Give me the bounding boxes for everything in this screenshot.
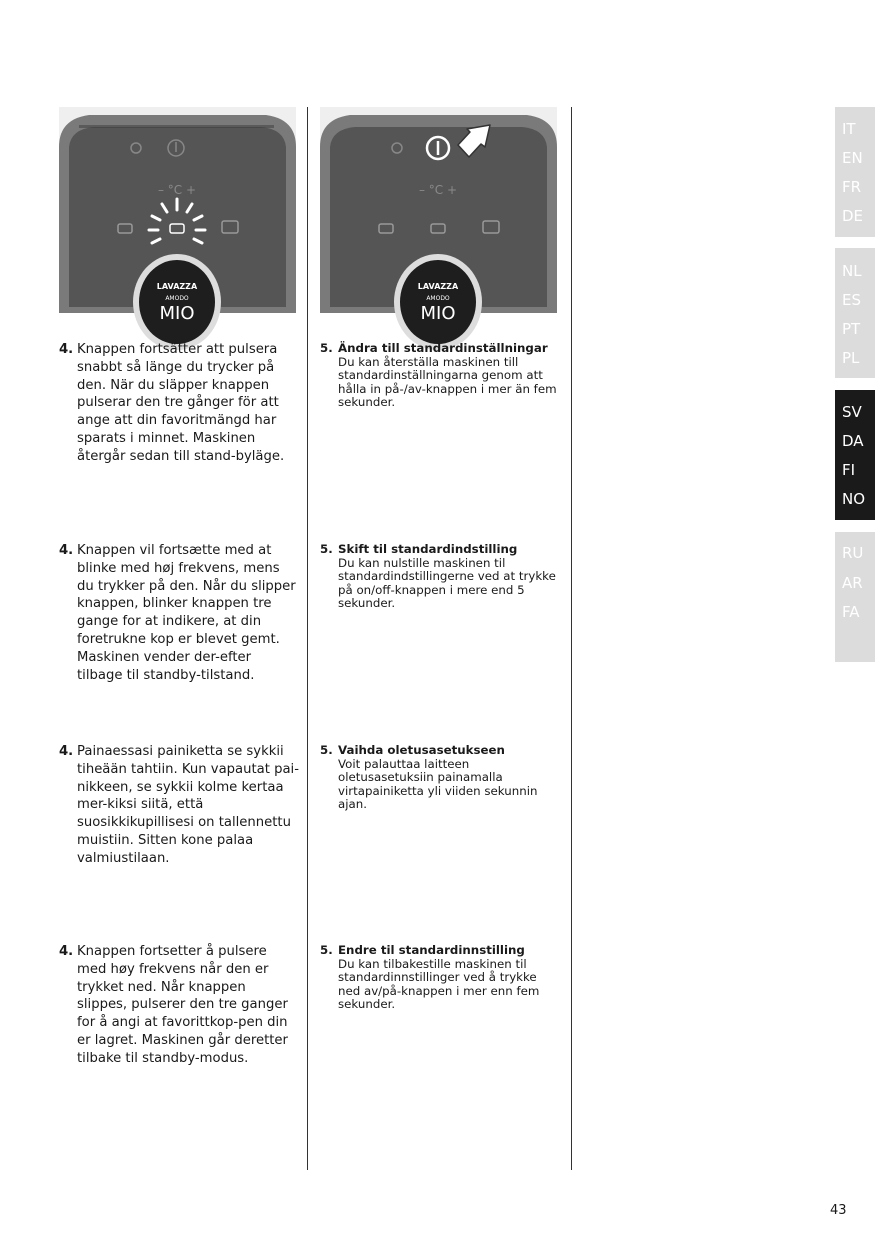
- svg-text:LAVAZZA: LAVAZZA: [417, 282, 459, 291]
- language-code: FR: [842, 178, 862, 196]
- lavazza-dial: [394, 254, 482, 350]
- step-title: Skift til standardindstilling: [338, 542, 518, 556]
- svg-text:AMODO: AMODO: [426, 295, 450, 302]
- step5-sv: [320, 342, 560, 410]
- step4-sv: [59, 341, 299, 466]
- column-divider: [307, 107, 308, 1170]
- step4-fi: [59, 743, 299, 868]
- step-text: Knappen vil fortsætte med at blinke med høj frekvens, mens du trykker på den. Når du slipper knappen, blinker knappen tre gange for at indikere, at din foretrukne kop er blevet gemt. Maskinen vender der-efter tilbage til standby-tilstand.: [77, 543, 296, 683]
- language-code: EN: [842, 149, 863, 167]
- step-number: 5.: [320, 341, 333, 355]
- step-number: 5.: [320, 943, 333, 957]
- svg-text:AMODO: AMODO: [165, 295, 189, 302]
- step-number: 4.: [59, 744, 74, 759]
- column-divider: [571, 107, 572, 1170]
- language-code: FI: [842, 461, 856, 479]
- language-tab-group-2: [835, 248, 875, 378]
- language-code: DA: [842, 432, 864, 450]
- figure-hold-button: [59, 107, 296, 324]
- language-code: AR: [842, 574, 863, 592]
- language-code: DE: [842, 207, 864, 225]
- step5-fi: [320, 744, 560, 812]
- step-title: Ändra till standardinställningar: [338, 341, 548, 355]
- step-number: 5.: [320, 743, 333, 757]
- step4-no: [59, 943, 299, 1068]
- step-number: 4.: [59, 944, 74, 959]
- temperature-label: – °C +: [418, 183, 458, 197]
- step-title: Vaihda oletusasetukseen: [338, 743, 505, 757]
- step-text: Knappen fortsätter att pulsera snabbt så länge du trycker på den. När du släpper knappen pulserar den tre gånger för att ange att din favoritmängd har sparats i minnet. Maskinen återgår sedan till stand-byläge.: [77, 342, 285, 464]
- language-code: IT: [842, 120, 856, 138]
- lavazza-dial: [133, 254, 221, 350]
- language-code: ES: [842, 291, 861, 309]
- language-tab-group-active: [835, 390, 875, 520]
- step5-da: [320, 543, 560, 611]
- language-tab-group-1: [835, 107, 875, 237]
- language-tab-group-4: [835, 532, 875, 662]
- step-number: 4.: [59, 342, 74, 357]
- language-code: NO: [842, 490, 866, 508]
- figure-power-button: [320, 107, 557, 324]
- step-text: Du kan återställa maskinen till standardinställningarna genom att hålla in på-/av-knappen i mer än fem sekunder.: [338, 354, 557, 410]
- svg-text:MIO: MIO: [159, 303, 195, 324]
- language-code: FA: [842, 603, 860, 621]
- language-code: PT: [842, 320, 861, 338]
- step-number: 4.: [59, 543, 74, 558]
- step5-no: [320, 944, 560, 1012]
- step-number: 5.: [320, 542, 333, 556]
- language-code: PL: [842, 349, 860, 367]
- language-code: RU: [842, 544, 864, 562]
- step-text: Du kan tilbakestille maskinen til standardinnstillinger ved å trykke ned av/på-knappen i mer enn fem sekunder.: [338, 956, 540, 1012]
- step-text: Voit palauttaa laitteen oletusasetuksiin painamalla virtapainiketta yli viiden sekunnin ajan.: [338, 756, 538, 812]
- language-code: SV: [842, 403, 862, 421]
- language-code: NL: [842, 262, 862, 280]
- temperature-label: – °C +: [157, 183, 197, 197]
- step4-da: [59, 542, 299, 684]
- step-title: Endre til standardinnstilling: [338, 943, 525, 957]
- page-number: 43: [830, 1203, 847, 1218]
- step-text: Knappen fortsetter å pulsere med høy frekvens når den er trykket ned. Når knappen slippes, pulserer den tre ganger for å angi at favorittkop-pen din er lagret. Maskinen går deretter tilbake til standby-modus.: [77, 944, 288, 1066]
- step-text: Painaessasi painiketta se sykkii tiheään tahtiin. Kun vapautat pai-nikkeen, se sykkii kolme kertaa mer-kiksi siitä, että suosikkikupillisesi on tallennettu muistiin. Sitten kone palaa valmiustilaan.: [77, 744, 299, 866]
- svg-text:LAVAZZA: LAVAZZA: [156, 282, 198, 291]
- svg-text:MIO: MIO: [420, 303, 456, 324]
- step-text: Du kan nulstille maskinen til standardindstillingerne ved at trykke på on/off-knappen i mere end 5 sekunder.: [338, 555, 556, 611]
